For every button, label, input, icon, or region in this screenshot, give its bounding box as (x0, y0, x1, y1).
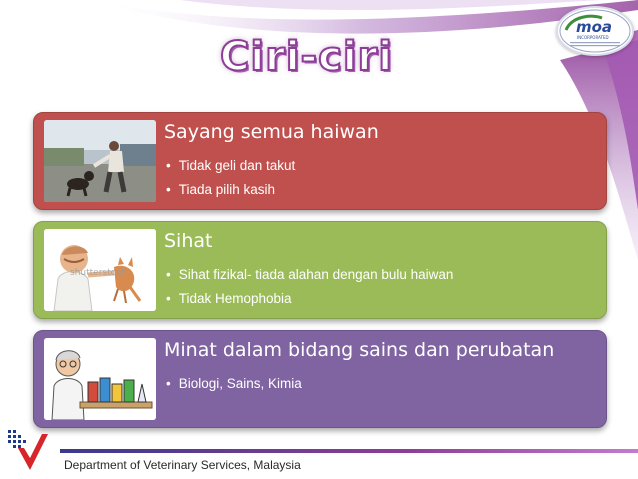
dvs-logo (6, 428, 50, 472)
trait-bullet: • Tidak geli dan takut (166, 154, 295, 178)
stock-watermark: shutterstock (70, 268, 127, 278)
trait-title: Sayang semua haiwan (164, 121, 379, 143)
trait-band-science-interest (33, 330, 607, 428)
trait-bullets (166, 263, 453, 311)
footer-divider (60, 449, 638, 453)
moa-logo-subtitle: INCORPORATED (577, 35, 609, 40)
slide-title: Ciri-ciri (220, 34, 393, 80)
trait-bullet: • Biologi, Sains, Kimia (166, 372, 302, 396)
scientist-with-lab-bottles-image (44, 338, 156, 420)
person-with-dog-image (44, 120, 156, 202)
moa-logo (556, 6, 634, 56)
trait-bullet: • Tiada pilih kasih (166, 178, 295, 202)
moa-logo-name: moa (576, 18, 613, 36)
man-sneezing-with-cat-image (44, 229, 156, 311)
trait-title: Minat dalam bidang sains dan perubatan (164, 339, 555, 361)
trait-bullet: • Tidak Hemophobia (166, 287, 453, 311)
trait-bullet: • Sihat fizikal- tiada alahan dengan bulu haiwan (166, 263, 453, 287)
trait-band-healthy (33, 221, 607, 319)
trait-title: Sihat (164, 230, 213, 252)
trait-bullets (166, 154, 295, 202)
footer-department: Department of Veterinary Services, Malaysia (64, 458, 301, 472)
trait-bullets (166, 372, 302, 396)
trait-band-love-animals (33, 112, 607, 210)
